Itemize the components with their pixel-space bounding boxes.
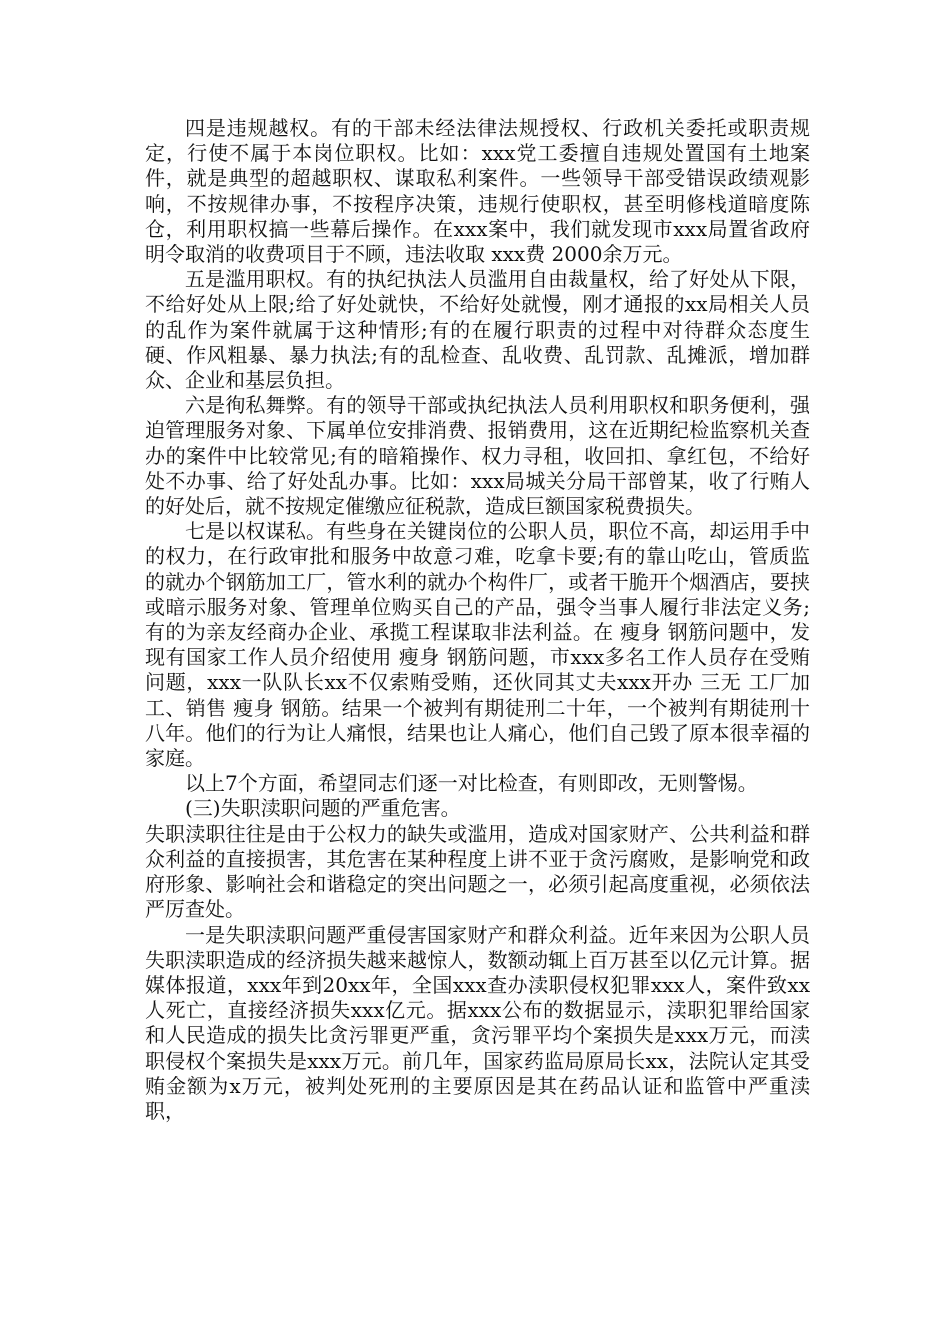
paragraph-harm-to-property: 一是失职渎职问题严重侵害国家财产和群众利益。近年来因为公职人员失职渎职造成的经济损失越来越惊人，数额动辄上百万甚至以亿元计算。据媒体报道，xxx年到20xx年，全国xxx查办渎职侵权犯罪xxx人，案件致xx人死亡，直接经济损失xxx亿元。据xxx公布的数据显示，渎职犯罪给国家和人民造成的损失比贪污罪更严重，贪污罪平均个案损失是xxx万元，而渎职侵权个案损失是xxx万元。前几年，国家药监局原局长xx，法院认定其受贿金额为x万元，被判处死刑的主要原因是其在药品认证和监管中严重渎职，: [145, 922, 810, 1123]
paragraph-favoritism-fraud: 六是徇私舞弊。有的领导干部或执纪执法人员利用职权和职务便利，强迫管理服务对象、下属单位安排消费、报销费用，这在近期纪检监察机关查办的案件中比较常见;有的暗箱操作、权力寻租，收回扣、拿红包，不给好处不办事、给了好处乱办事。比如：xxx局城关分局干部曾某，收了行贿人的好处后，就不按规定催缴应征税款，造成巨额国家税费损失。: [145, 393, 810, 519]
paragraph-dereliction-overview: 失职渎职往往是由于公权力的缺失或滥用，造成对国家财产、公共利益和群众利益的直接损害，其危害在某种程度上讲不亚于贪污腐败，是影响党和政府形象、影响社会和谐稳定的突出问题之一，必须引起高度重视，必须依法严厉查处。: [145, 821, 810, 922]
paragraph-power-for-private-gain: 七是以权谋私。有些身在关键岗位的公职人员，职位不高，却运用手中的权力，在行政审批和服务中故意刁难，吃拿卡要;有的靠山吃山，管质监的就办个钢筋加工厂，管水利的就办个构件厂，或者干脆开个烟酒店，要挟或暗示服务对象、管理单位购买自己的产品，强令当事人履行非法定义务;有的为亲友经商办企业、承揽工程谋取非法利益。在 瘦身 钢筋问题中，发现有国家工作人员介绍使用 瘦身 钢筋问题，市xxx多名工作人员存在受贿问题，xxx一队队长xx不仅索贿受贿，还伙同其丈夫xxx开办 三无 工厂加工、销售 瘦身 钢筋。结果一个被判有期徒刑二十年，一个被判有期徒刑十八年。他们的行为让人痛恨，结果也让人痛心，他们自己毁了原本很幸福的家庭。: [145, 519, 810, 771]
paragraph-summary-seven-aspects: 以上7个方面，希望同志们逐一对比检查，有则即改，无则警惕。: [185, 771, 758, 796]
paragraph-violation-overreach: 四是违规越权。有的干部未经法律法规授权、行政机关委托或职责规定，行使不属于本岗位职权。比如：xxx党工委擅自违规处置国有土地案件，就是典型的超越职权、谋取私利案件。一些领导干部受错误政绩观影响，不按规律办事，不按程序决策，违规行使职权，甚至明修栈道暗度陈仓，利用职权搞一些幕后操作。在xxx案中，我们就发现市xxx局置省政府明令取消的收费项目于不顾，违法收取 xxx费 2000余万元。: [145, 116, 810, 267]
paragraph-abuse-of-power: 五是滥用职权。有的执纪执法人员滥用自由裁量权，给了好处从下限，不给好处从上限;给了好处就快，不给好处就慢，刚才通报的xx局相关人员的乱作为案件就属于这种情形;有的在履行职责的过程中对待群众态度生硬、作风粗暴、暴力执法;有的乱检查、乱收费、乱罚款、乱摊派，增加群众、企业和基层负担。: [145, 267, 810, 393]
document-page: [145, 116, 810, 1124]
section-heading-dereliction-harm: (三)失职渎职问题的严重危害。: [185, 796, 461, 821]
